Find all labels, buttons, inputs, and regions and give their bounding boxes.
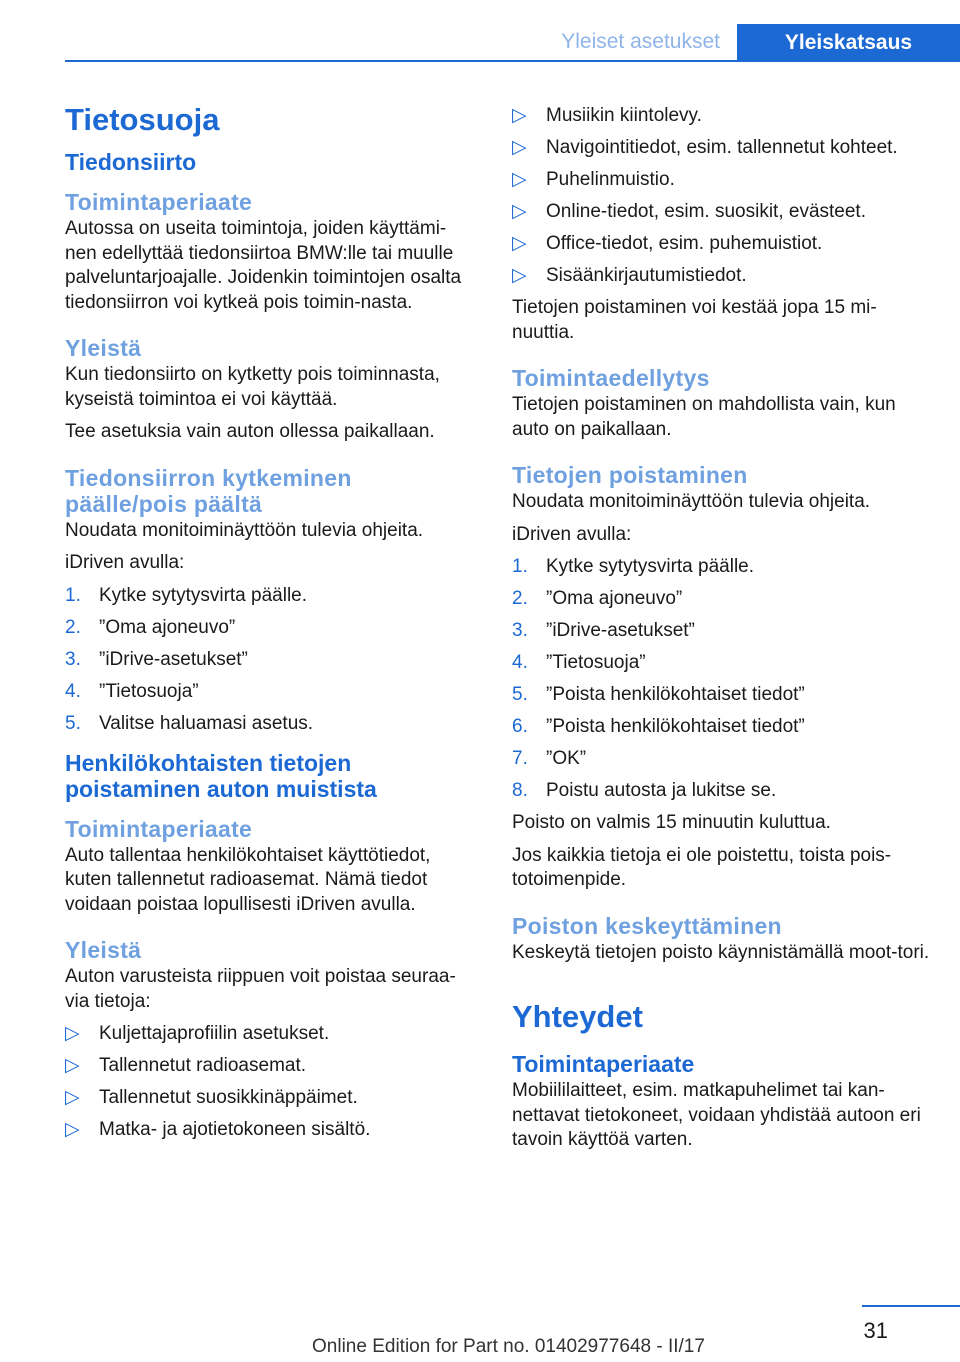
paragraph-requirement: Tietojen poistaminen on mahdollista vain, kun auto on paikallaan.: [512, 394, 896, 440]
paragraph-general-3: Auton varusteista riippuen voit poistaa seuraa-via tietoja:: [65, 966, 456, 1012]
list-item: 5. ”Poista henkilökohtaiset tiedot”: [512, 684, 805, 705]
triangle-bullet-icon: ▷: [65, 1087, 80, 1108]
steps-toggle-transfer: [65, 584, 477, 736]
subheading-general-2: Yleistä: [65, 937, 142, 963]
paragraph-principle: Autossa on useita toimintoja, joiden käyttämi-nen edellyttää tiedonsiirtoa BMW:lle tai muulle palveluntarjoajalle. Joidenkin toimintojen osalta tiedonsiirron voi kytkeä pois toimin-nasta.: [65, 218, 462, 313]
triangle-bullet-icon: ▷: [512, 265, 527, 286]
list-item: ▷ Tallennetut radioasemat.: [65, 1055, 307, 1076]
list-item: ▷ Sisäänkirjautumistiedot.: [512, 265, 747, 286]
page-header: [0, 0, 960, 62]
steps-delete-data: [512, 555, 930, 803]
paragraph-principle-2: Auto tallentaa henkilökohtaiset käyttötiedot, kuten tallennetut radioasemat. Nämä tiedot voidaan poistaa lopullisesti iDriven avulla.: [65, 844, 431, 915]
section-heading-data-transfer: Tiedonsiirto: [65, 149, 197, 175]
page-number: 31: [863, 1318, 888, 1343]
subheading-abort-delete: Poiston keskeyttäminen: [512, 912, 782, 939]
list-item: 2. ”Oma ajoneuvo”: [65, 616, 236, 638]
paragraph-general-2: Tee asetuksia vain auton ollessa paikallaan.: [65, 421, 435, 442]
list-item: 6. ”Poista henkilökohtaiset tiedot”: [512, 716, 805, 737]
paragraph-general-1: Kun tiedonsiirto on kytketty pois toiminnasta, kyseistä toimintoa ei voi käyttää.: [65, 364, 440, 410]
paragraph-idrive: iDriven avulla:: [65, 552, 185, 573]
list-item: 5. Valitse haluamasi asetus.: [65, 712, 314, 734]
list-item: 3. ”iDrive-asetukset”: [65, 648, 248, 670]
paragraph-delete-retry: Jos kaikkia tietoja ei ole poistettu, toista pois-totoimenpide.: [512, 844, 892, 890]
paragraph-abort-delete: Keskeytä tietojen poisto käynnistämällä moot-tori.: [512, 941, 930, 963]
list-item: ▷ Online-tiedot, esim. suosikit, evästeet.: [512, 201, 866, 222]
paragraph-monitor-instructions: Noudata monitoiminäyttöön tulevia ohjeita.: [65, 519, 424, 541]
header-tab-label: Yleiskatsaus: [737, 24, 960, 62]
list-item: 1. Kytke sytytysvirta päälle.: [512, 556, 755, 577]
right-column: [512, 104, 930, 1161]
header-rule: [65, 60, 960, 62]
list-item: 2. ”Oma ajoneuvo”: [512, 588, 683, 609]
list-item: ▷ Navigointitiedot, esim. tallennetut kohteet.: [512, 137, 898, 158]
triangle-bullet-icon: ▷: [65, 1119, 80, 1140]
footer-rule: [862, 1305, 960, 1307]
paragraph-monitor-instructions-2: Noudata monitoiminäyttöön tulevia ohjeita.: [512, 491, 871, 512]
list-item: ▷ Kuljettajaprofiilin asetukset.: [65, 1023, 330, 1044]
subheading-general: Yleistä: [65, 335, 142, 361]
triangle-bullet-icon: ▷: [512, 233, 527, 254]
subheading-principle-3: Toimintaperiaate: [512, 1051, 695, 1077]
page-title: Tietosuoja: [65, 102, 220, 137]
triangle-bullet-icon: ▷: [65, 1055, 80, 1076]
list-item: 3. ”iDrive-asetukset”: [512, 620, 695, 641]
list-item: ▷ Office-tiedot, esim. puhemuistiot.: [512, 233, 823, 254]
subheading-principle-2: Toimintaperiaate: [65, 815, 253, 842]
list-item: ▷ Musiikin kiintolevy.: [512, 105, 702, 126]
list-item: 4. ”Tietosuoja”: [65, 680, 199, 702]
section-title-connections: Yhteydet: [512, 999, 643, 1034]
paragraph-delete-done: Poisto on valmis 15 minuutin kuluttua.: [512, 812, 831, 833]
list-item: 1. Kytke sytytysvirta päälle.: [65, 584, 308, 606]
triangle-bullet-icon: ▷: [512, 201, 527, 222]
triangle-bullet-icon: ▷: [512, 169, 527, 190]
triangle-bullet-icon: ▷: [512, 137, 527, 158]
left-column: [65, 100, 477, 1150]
triangle-bullet-icon: ▷: [65, 1023, 80, 1044]
subheading-delete-data: Tietojen poistaminen: [512, 462, 748, 488]
bullet-list-deletable-data: [65, 1022, 477, 1142]
list-item: 8. Poistu autosta ja lukitse se.: [512, 780, 777, 801]
list-item: ▷ Puhelinmuistio.: [512, 169, 675, 190]
subheading-toggle-transfer: Tiedonsiirron kytkeminen päälle/pois päältä: [65, 464, 352, 517]
paragraph-delete-time: Tietojen poistaminen voi kestää jopa 15 mi-nuuttia.: [512, 297, 877, 343]
bullet-list-deletable-data-cont: [512, 104, 930, 288]
list-item: ▷ Tallennetut suosikkinäppäimet.: [65, 1087, 358, 1108]
list-item: ▷ Matka- ja ajotietokoneen sisältö.: [65, 1119, 371, 1140]
list-item: 4. ”Tietosuoja”: [512, 652, 646, 673]
paragraph-connections: Mobiililaitteet, esim. matkapuhelimet tai kan-nettavat tietokoneet, voidaan yhdistää autoon eri tavoin käyttöä varten.: [512, 1080, 921, 1150]
section-heading-delete-personal-data: Henkilökohtaisten tietojen poistaminen auton muistista: [65, 749, 377, 802]
list-item: 7. ”OK”: [512, 748, 587, 769]
subheading-principle: Toimintaperiaate: [65, 189, 253, 215]
header-section-label: Yleiset asetukset: [561, 30, 720, 53]
subheading-requirement: Toimintaedellytys: [512, 365, 710, 391]
edition-note: Online Edition for Part no. 01402977648 - II/17: [312, 1336, 705, 1357]
paragraph-idrive-2: iDriven avulla:: [512, 523, 632, 545]
triangle-bullet-icon: ▷: [512, 105, 527, 126]
